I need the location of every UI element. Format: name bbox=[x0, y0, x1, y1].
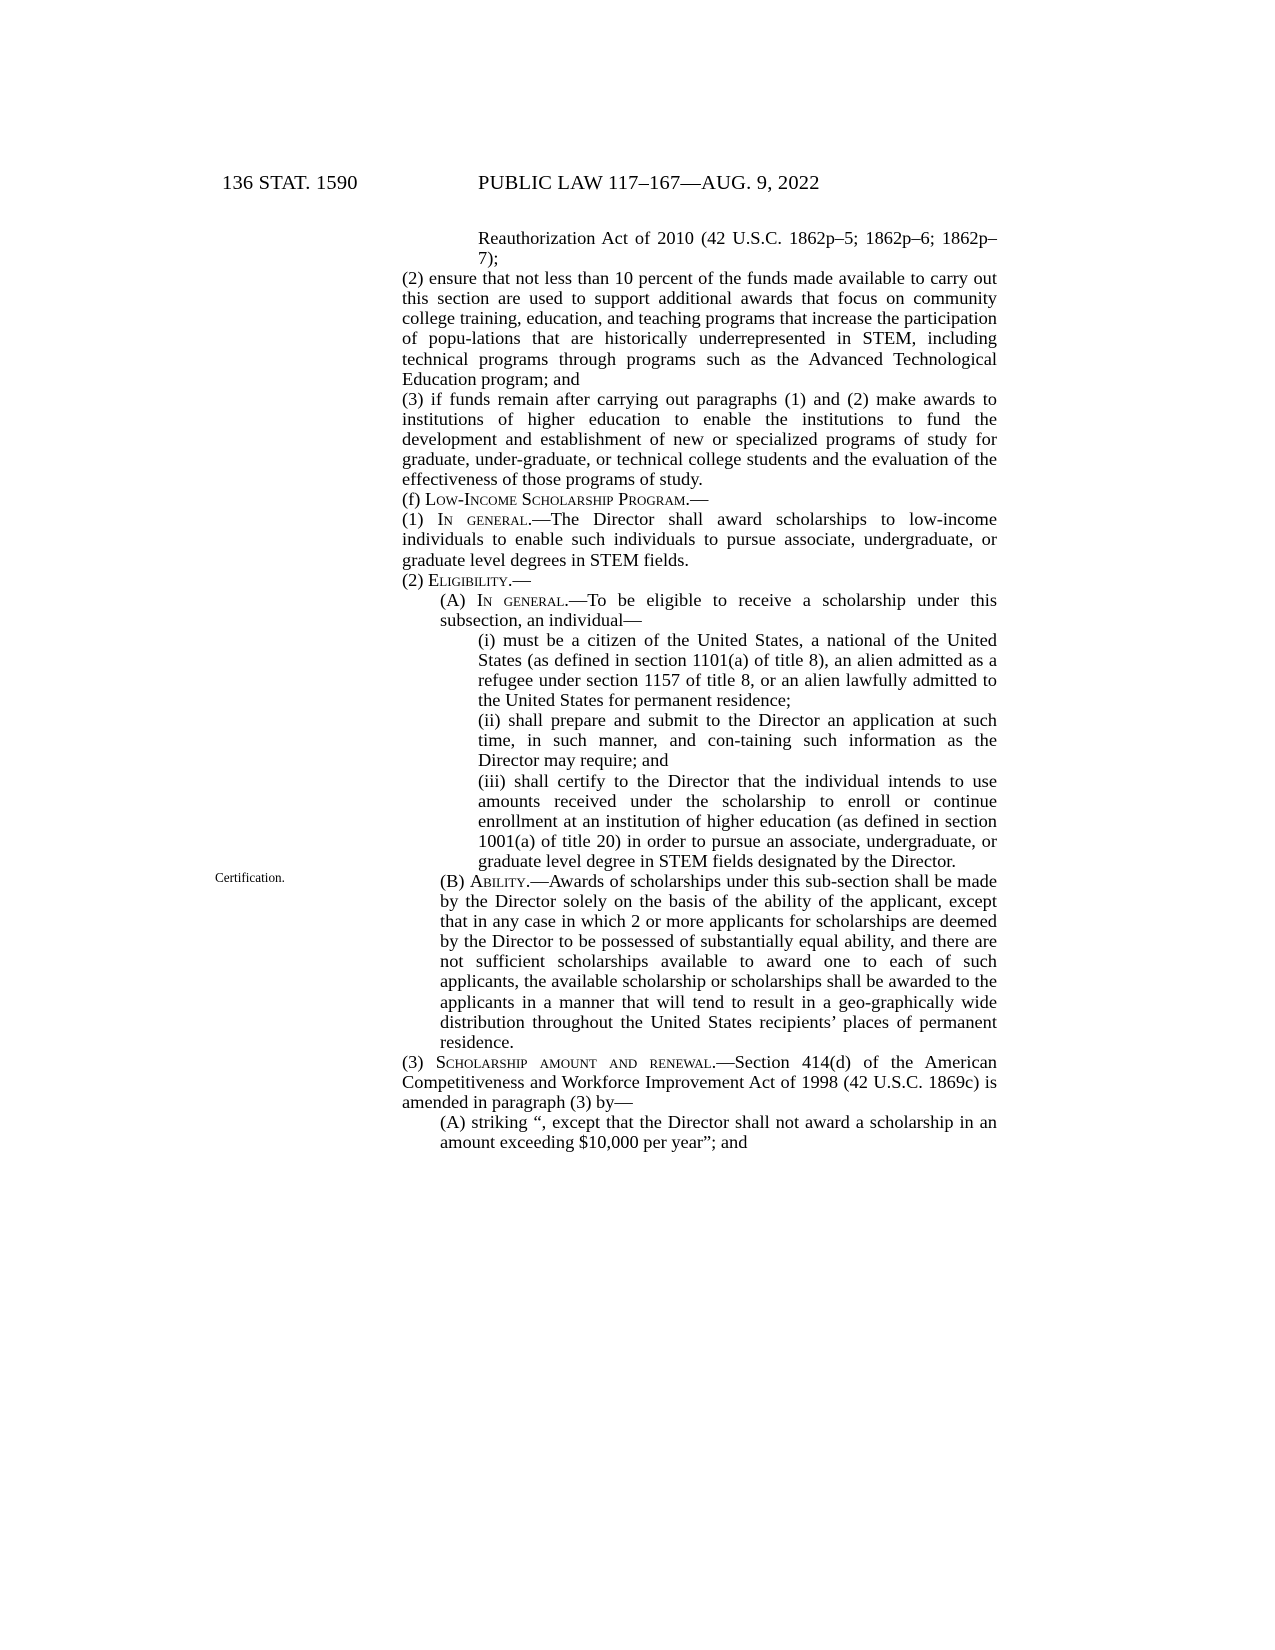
body-paragraph: (ii) shall prepare and submit to the Director an application at such time, in such manner, and con-taining such information as the Director may require; and bbox=[478, 710, 997, 771]
body-paragraph: (2) ensure that not less than 10 percent of the funds made available to carry out this section are used to support additional awards that focus on community college training, education, and teaching programs that increase the participation of popu-lations that are historically underrepresented in STEM, including technical programs through programs such as the Advanced Technological Education program; and bbox=[402, 268, 997, 389]
public-law-title: PUBLIC LAW 117–167—AUG. 9, 2022 bbox=[478, 172, 820, 194]
body-paragraph: (iii) shall certify to the Director that the individual intends to use amounts received under the scholarship to enroll or continue enrollment at an institution of higher education (as defined in section 1001(a) of title 20) in order to pursue an associate, undergraduate, or graduate level degree in STEM fields designated by the Director. bbox=[478, 770, 997, 871]
body-paragraph: Reauthorization Act of 2010 (42 U.S.C. 1862p–5; 1862p–6; 1862p–7); bbox=[478, 228, 997, 269]
body-paragraph: (3) if funds remain after carrying out paragraphs (1) and (2) make awards to institutions of higher education to enable the institutions to fund the development and establishment of new or specialized programs of study for graduate, under-graduate, or technical college students and the evaluation of the effectiveness of those programs of study. bbox=[402, 388, 997, 490]
body-paragraph: (3) Scholarship amount and renewal.—Section 414(d) of the American Competitiveness and Workforce Improvement Act of 1998 (42 U.S.C. 1869c) is amended in paragraph (3) by— bbox=[402, 1051, 998, 1113]
body-paragraph: (i) must be a citizen of the United States, a national of the United States (as defined in section 1101(a) of title 8), an alien admitted as a refugee under section 1157 of title 8, or an alien lawfully admitted to the United States for permanent residence; bbox=[478, 629, 997, 711]
body-paragraph: (B) Ability.—Awards of scholarships under this sub-section shall be made by the Director solely on the basis of the ability of the applicant, except that in any case in which 2 or more applicants for scholarships are deemed by the Director to be possessed of substantially equal ability, and there are not sufficient scholarships available to award one to each of such applicants, the available scholarship or scholarships shall be awarded to the applicants in a manner that will tend to result in a geo-graphically wide distribution throughout the United States recipients’ places of permanent residence. bbox=[440, 871, 997, 1052]
body-column bbox=[402, 228, 997, 1152]
page-header bbox=[0, 172, 1275, 200]
statute-citation: 136 STAT. 1590 bbox=[222, 172, 358, 194]
sidenote-certification: Certification. bbox=[215, 870, 285, 885]
body-paragraph: (f) Low-Income Scholarship Program.— bbox=[402, 489, 709, 510]
body-paragraph: (A) In general.—To be eligible to receive a scholarship under this subsection, an individual— bbox=[440, 589, 997, 630]
body-paragraph: (2) Eligibility.— bbox=[402, 569, 531, 590]
body-paragraph: (A) striking “, except that the Director shall not award a scholarship in an amount exceeding $10,000 per year”; and bbox=[440, 1112, 997, 1153]
body-paragraph: (1) In general.—The Director shall award scholarships to low-income individuals to enable such individuals to pursue associate, undergraduate, or graduate level degrees in STEM fields. bbox=[402, 509, 997, 570]
